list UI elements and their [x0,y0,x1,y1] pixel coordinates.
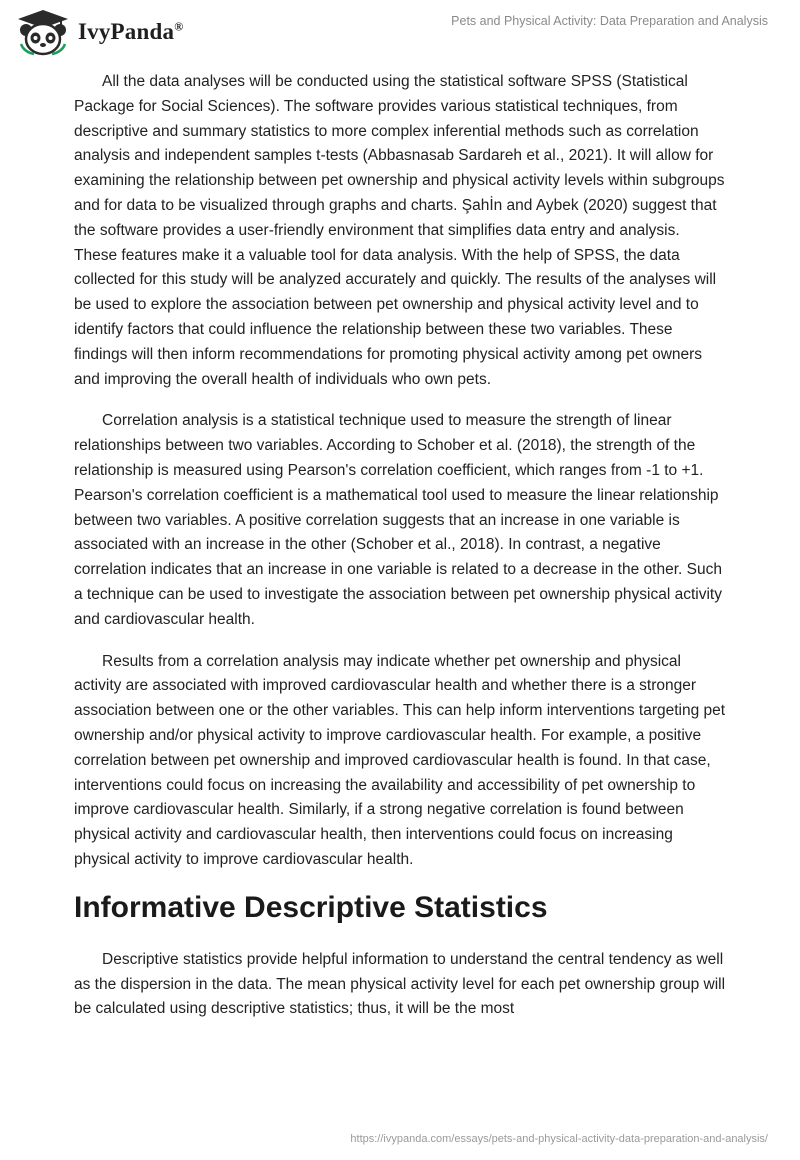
document-title: Pets and Physical Activity: Data Preparation and Analysis [451,14,768,28]
paragraph-results: Results from a correlation analysis may indicate whether pet ownership and physical activity are associated with improved cardiovascular health and whether there is a stronger association between one or the other variables. This can help inform interventions targeting pet ownership and/or physical activity to improve cardiovascular health. For example, a positive correlation between pet ownership and improved cardiovascular health is found. In that case, interventions could focus on increasing the availability and accessibility of pet ownership to improve cardiovascular health. Similarly, if a strong negative correlation is found between physical activity and cardiovascular health, then interventions could focus on increasing physical activity to improve cardiovascular health. [74,652,726,868]
logo-wordmark: IvyPanda® [78,19,184,44]
essay-body [74,70,726,1039]
section-heading: Informative Descriptive Statistics [74,890,548,924]
paragraph-descriptive: Descriptive statistics provide helpful information to understand the central tendency as well as the dispersion in the data. The mean physical activity level for each pet ownership group will be calculated using descriptive statistics; thus, it will be the most [74,950,726,1018]
panda-graduate-icon [12,8,74,56]
footer-url[interactable]: https://ivypanda.com/essays/pets-and-physical-activity-data-preparation-and-analysis/ [350,1133,768,1145]
paragraph-spss: All the data analyses will be conducted using the statistical software SPSS (Statistical Package for Social Sciences). The software provides various statistical techniques, from descriptive and summary statistics to more complex inferential methods such as correlation analysis and independent samples t-tests (Abbasnasab Sardareh et al., 2021). It will allow for examining the relationship between pet ownership and physical activity levels within subgroups and for data to be visualized through graphs and charts. Şahİn and Aybek (2020) suggest that the software provides a user-friendly environment that simplifies data entry and analysis. These features make it a valuable tool for data analysis. With the help of SPSS, the data collected for this study will be analyzed accurately and quickly. The results of the analyses will be used to explore the association between pet ownership and physical activity level and to identify factors that could influence the relationship between these two variables. These findings will then inform recommendations for promoting physical activity among pet owners and improving the overall health of individuals who own pets. [74,73,725,388]
ivypanda-logo[interactable] [12,8,183,56]
paragraph-correlation: Correlation analysis is a statistical technique used to measure the strength of linear relationships between two variables. According to Schober et al. (2018), the strength of the relationship is measured using Pearson's correlation coefficient, which ranges from -1 to +1. Pearson's correlation coefficient is a mathematical tool used to measure the linear relationship between two variables. A positive correlation suggests that an increase in one variable is associated with an increase in the other (Schober et al., 2018). In contrast, a negative correlation indicates that an increase in one variable is related to a decrease in the other. Such a technique can be used to investigate the association between pet ownership physical activity and cardiovascular health. [74,412,722,628]
page-header [0,0,800,70]
